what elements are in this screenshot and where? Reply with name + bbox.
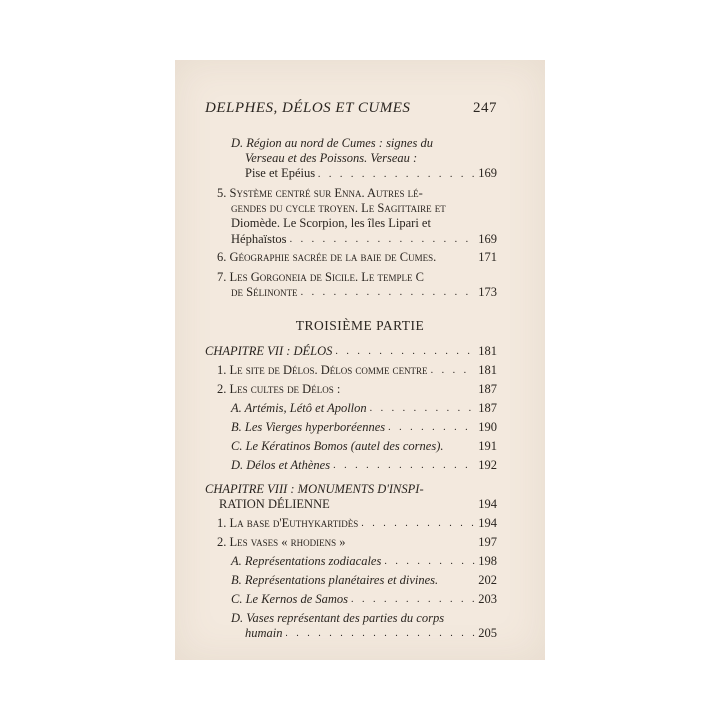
toc-line: D. Délos et Athènes	[231, 458, 331, 472]
toc-line: 1. Le site de Délos. Délos comme centre	[217, 363, 428, 377]
leader-dots	[361, 516, 475, 531]
toc-line: B. Représentations planétaires et divines.	[231, 573, 439, 587]
toc-line: Verseau et des Poissons. Verseau :	[245, 151, 418, 166]
chapter-title: CHAPITRE VII : DÉLOS	[205, 344, 333, 358]
toc-item	[231, 592, 497, 607]
leader-dots	[431, 363, 476, 378]
toc-page: 181	[478, 363, 497, 377]
chapter-title: CHAPITRE VIII : MONUMENTS D'INSPI-	[205, 482, 424, 496]
chapter-title: RATION DÉLIENNE	[219, 497, 330, 512]
toc-line: 7. Les Gorgoneia de Sicile. Le temple C	[217, 270, 424, 284]
toc-item	[231, 611, 497, 641]
toc-line: A. Artémis, Létô et Apollon	[231, 401, 367, 415]
toc-line: humain	[245, 626, 283, 641]
toc-page: 205	[478, 626, 497, 641]
toc-line: D. Vases représentant des parties du corps	[231, 611, 445, 625]
toc-item	[217, 516, 497, 531]
toc-item	[217, 382, 497, 397]
toc-line: Pise et Epéius	[245, 166, 316, 181]
leader-dots	[318, 167, 475, 182]
leader-dots	[384, 554, 475, 569]
toc-item	[231, 458, 497, 473]
leader-dots	[301, 285, 476, 300]
toc-entry	[231, 136, 497, 182]
toc-line: 5. Système centré sur Enna. Autres lé-	[217, 186, 423, 200]
toc-page: 194	[478, 497, 497, 512]
toc-line: 1. La base d'Euthykartidès	[217, 516, 359, 530]
toc-item	[231, 573, 497, 588]
toc-item	[231, 439, 497, 454]
leader-dots	[335, 344, 475, 359]
toc-page: 169	[478, 231, 497, 246]
toc-item	[231, 554, 497, 569]
toc-line: 6. Géographie sacrée de la baie de Cumes.	[217, 250, 437, 264]
toc-item	[217, 363, 497, 378]
leader-dots	[290, 232, 476, 247]
toc-page: 194	[478, 516, 497, 530]
toc-line: Diomède. Le Scorpion, les îles Lipari et	[231, 216, 431, 231]
toc-line: B. Les Vierges hyperboréennes	[231, 420, 386, 434]
toc-entry	[217, 186, 497, 247]
toc-line: 2. Les cultes de Délos :	[217, 382, 341, 396]
toc-entry	[217, 270, 497, 300]
toc-line: Héphaïstos	[231, 231, 287, 246]
toc-entry	[217, 250, 497, 265]
toc-item	[217, 535, 497, 550]
chapter-7	[205, 344, 497, 359]
toc-page: 202	[478, 573, 497, 587]
toc-page: 173	[478, 285, 497, 300]
chapter-8	[205, 482, 497, 512]
leader-dots	[351, 592, 475, 607]
toc-line: de Sélinonte	[231, 285, 298, 300]
leader-dots	[286, 626, 476, 641]
toc-line: A. Représentations zodiacales	[231, 554, 382, 568]
toc-page: 203	[478, 592, 497, 606]
toc-page: 187	[478, 382, 497, 396]
toc-page: 169	[478, 166, 497, 181]
toc-page: 171	[478, 250, 497, 264]
toc-page: 181	[478, 344, 497, 358]
toc-line: gendes du cycle troyen. Le Sagittaire et	[231, 201, 446, 216]
toc-page: 192	[478, 458, 497, 472]
toc-item	[231, 401, 497, 416]
book-page	[175, 60, 545, 660]
toc-page: 191	[478, 439, 497, 453]
toc-page: 197	[478, 535, 497, 549]
leader-dots	[333, 458, 475, 473]
leader-dots	[370, 401, 476, 416]
toc-page: 198	[478, 554, 497, 568]
header-page-number: 247	[473, 100, 497, 116]
running-header	[205, 100, 497, 117]
toc-line: C. Le Kernos de Samos	[231, 592, 349, 606]
toc-line: C. Le Kératinos Bomos (autel des cornes).	[231, 439, 444, 453]
toc-page: 187	[478, 401, 497, 415]
toc-item	[231, 420, 497, 435]
header-title: DELPHES, DÉLOS ET CUMES	[205, 100, 411, 116]
part-title: TROISIÈME PARTIE	[295, 318, 425, 333]
toc-page: 190	[478, 420, 497, 434]
toc-line: 2. Les vases « rhodiens »	[217, 535, 346, 549]
leader-dots	[388, 420, 475, 435]
toc-line: D. Région au nord de Cumes : signes du	[231, 136, 433, 150]
